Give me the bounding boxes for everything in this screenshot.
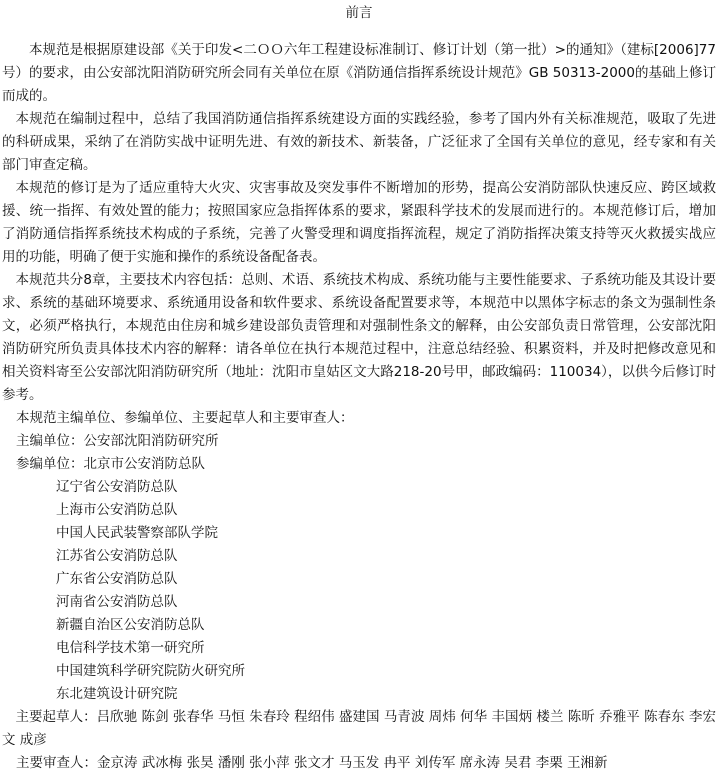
list-item: 上海市公安消防总队 (56, 502, 178, 518)
participating-units-list (2, 476, 716, 706)
list-item: 电信科学技术第一研究所 (56, 640, 205, 656)
chief-unit: 主编单位：公安部沈阳消防研究所 (16, 433, 219, 449)
participating-units-label: 参编单位：北京市公安消防总队 (16, 456, 205, 472)
list-item: 江苏省公安消防总队 (56, 548, 178, 564)
paragraph-basis: 本规范是根据原建设部《关于印发<二ＯＯ六年工程建设标准制订、修订计划（第一批）>的通知》（建标[2006]77号）的要求，由公安部沈阳消防研究所会同有关单位在原《消防通信指挥系统设计规范》GB 50313-2000的基础上修订而成的。 (2, 42, 716, 104)
list-item: 东北建筑设计研究院 (56, 686, 178, 702)
list-item: 中国人民武装警察部队学院 (56, 525, 218, 541)
main-drafters: 主要起草人：吕欣驰 陈剑 张春华 马恒 朱春玲 程绍伟 盛建国 马青波 周炜 何华 丰国炳 楼兰 陈昕 乔雅平 陈春东 李宏文 成彦 (2, 709, 716, 748)
paragraph-content: 本规范共分8章，主要技术内容包括：总则、术语、系统技术构成、系统功能与主要性能要求、子系统功能及其设计要求、系统的基础环境要求、系统通用设备和软件要求、系统设备配置要求等，本规范中以黑体字标志的条文为强制性条文，必须严格执行，本规范由住房和城乡建设部负责管理和对强制性条文的解释，由公安部负责日常管理，公安部沈阳消防研究所负责具体技术内容的解释：请各单位在执行本规范过程中，注意总结经验、积累资料，并及时把修改意见和相关资料寄至公安部沈阳消防研究所（地址：沈阳市皇姑区文大路218-20号甲，邮政编码：110034），以供今后修订时参考。 (2, 272, 716, 403)
list-item: 中国建筑科学研究院防火研究所 (56, 663, 245, 679)
list-item: 新疆自治区公安消防总队 (56, 617, 205, 633)
list-item: 辽宁省公安消防总队 (56, 479, 178, 495)
paragraph-compilation: 本规范在编制过程中，总结了我国消防通信指挥系统建设方面的实践经验，参考了国内外有关标准规范，吸取了先进的科研成果，采纳了在消防实战中证明先进、有效的新技术、新装备，广泛征求了全国有关单位的意见，经专家和有关部门审查定稿。 (2, 111, 716, 173)
list-item: 广东省公安消防总队 (56, 571, 178, 587)
main-reviewers: 主要审查人：金京涛 武冰梅 张昊 潘刚 张小萍 张文才 马玉发 冉平 刘传军 席永涛 吴君 李栗 王湘新 (16, 755, 608, 771)
units-heading: 本规范主编单位、参编单位、主要起草人和主要审查人： (16, 410, 354, 426)
page-title: 前言 (345, 5, 373, 21)
list-item: 河南省公安消防总队 (56, 594, 178, 610)
paragraph-revision: 本规范的修订是为了适应重特大火灾、灾害事故及突发事件不断增加的形势，提高公安消防部队快速反应、跨区域救援、统一指挥、有效处置的能力；按照国家应急指挥体系的要求，紧跟科学技术的发展而进行的。本规范修订后，增加了消防通信指挥系统技术构成的子系统，完善了火警受理和调度指挥流程，规定了消防指挥决策支持等灭火救援实战应用的功能，明确了便于实施和操作的系统设备配备表。 (2, 180, 716, 265)
